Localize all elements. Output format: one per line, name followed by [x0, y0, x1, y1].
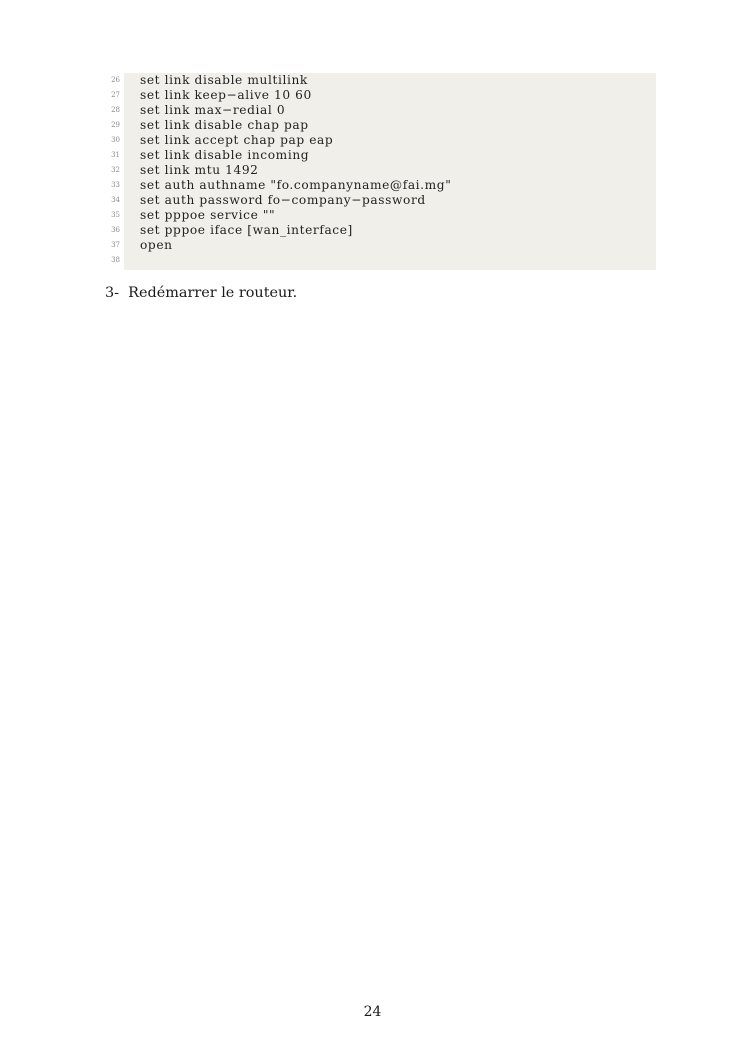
line-code: set auth authname "fo.companyname@fai.mg" — [140, 178, 452, 192]
code-line — [111, 253, 656, 268]
code-line — [111, 223, 656, 238]
code-line — [111, 163, 656, 178]
line-number: 28 — [111, 106, 120, 114]
line-number: 36 — [111, 226, 120, 234]
page-number: 24 — [363, 1004, 382, 1020]
line-number: 29 — [111, 121, 120, 129]
line-code: set link disable chap pap — [140, 118, 309, 132]
code-line — [111, 118, 656, 133]
line-code: set link disable incoming — [140, 148, 310, 162]
line-code: set link accept chap pap eap — [140, 133, 334, 147]
line-number: 35 — [111, 211, 120, 219]
line-code: set link keep−alive 10 60 — [140, 88, 312, 102]
code-line — [111, 178, 656, 193]
line-code: set link disable multilink — [140, 73, 308, 87]
line-code: set link mtu 1492 — [140, 163, 259, 177]
line-number: 34 — [111, 196, 120, 204]
line-number: 32 — [111, 166, 120, 174]
line-number: 31 — [111, 151, 120, 159]
line-number: 37 — [111, 241, 120, 249]
line-code: open — [140, 238, 173, 252]
code-line — [111, 88, 656, 103]
code-line — [111, 133, 656, 148]
code-line — [111, 73, 656, 88]
line-code: set pppoe service "" — [140, 208, 276, 222]
code-line — [111, 238, 656, 253]
step-instruction: 3- Redémarrer le routeur. — [105, 285, 298, 301]
code-line — [111, 148, 656, 163]
line-code: set auth password fo−company−password — [140, 193, 426, 207]
code-line — [111, 208, 656, 223]
line-number: 30 — [111, 136, 120, 144]
line-number: 27 — [111, 91, 120, 99]
line-number: 26 — [111, 76, 120, 84]
code-listing — [111, 73, 656, 270]
code-line — [111, 193, 656, 208]
code-line — [111, 103, 656, 118]
line-number: 38 — [111, 256, 120, 264]
line-code: set link max−redial 0 — [140, 103, 286, 117]
line-code: set pppoe iface [wan_interface] — [140, 223, 353, 237]
line-number: 33 — [111, 181, 120, 189]
